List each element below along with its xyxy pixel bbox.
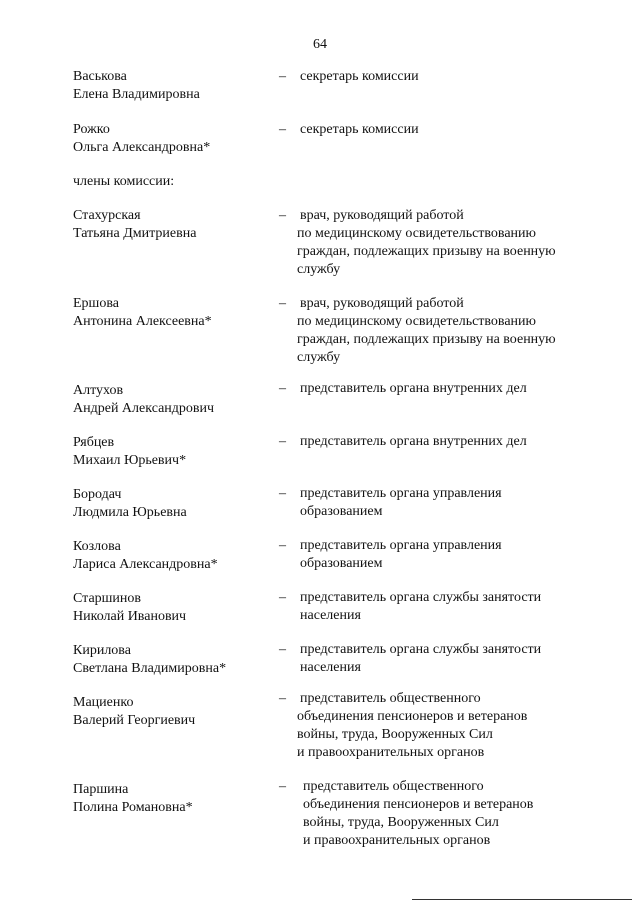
member-given-names: Светлана Владимировна* (73, 661, 227, 676)
member-role-line: населения (300, 660, 361, 675)
member-role-line: представитель общественного (303, 779, 484, 794)
member-role: представитель органа внутренних дел (300, 434, 527, 449)
members-heading: члены комиссии: (73, 174, 175, 189)
separator-dash: – (279, 779, 286, 794)
member-surname: Паршина (73, 782, 129, 797)
member-surname: Ершова (73, 296, 119, 311)
member-role-line: по медицинскому освидетельствованию (297, 314, 537, 329)
page-number: 64 (313, 37, 327, 52)
footer-rule (412, 899, 632, 900)
member-role-line: населения (300, 608, 361, 623)
member-role-line: образованием (300, 504, 383, 519)
member-role-line: представитель органа управления (300, 486, 502, 501)
member-role-line: врач, руководящий работой (300, 208, 464, 223)
member-role-line: граждан, подлежащих призыву на военную (297, 244, 556, 259)
member-surname: Мациенко (73, 695, 134, 710)
member-given-names: Михаил Юрьевич* (73, 453, 187, 468)
member-surname: Козлова (73, 539, 121, 554)
separator-dash: – (279, 69, 286, 84)
separator-dash: – (279, 642, 286, 657)
separator-dash: – (279, 538, 286, 553)
member-role-line: войны, труда, Вооруженных Сил (297, 727, 493, 742)
member-role-line: врач, руководящий работой (300, 296, 464, 311)
member-role-line: представитель органа службы занятости (300, 642, 542, 657)
member-role-line: войны, труда, Вооруженных Сил (303, 815, 499, 830)
member-role-line: образованием (300, 556, 383, 571)
member-role-line: объединения пенсионеров и ветеранов (303, 797, 534, 812)
separator-dash: – (279, 296, 286, 311)
separator-dash: – (279, 122, 286, 137)
member-role-line: по медицинскому освидетельствованию (297, 226, 537, 241)
member-given-names: Татьяна Дмитриевна (73, 226, 197, 241)
member-given-names: Людмила Юрьевна (73, 505, 187, 520)
separator-dash: – (279, 691, 286, 706)
member-given-names: Николай Иванович (73, 609, 187, 624)
member-role: секретарь комиссии (300, 122, 419, 137)
member-surname: Рожко (73, 122, 110, 137)
member-role: представитель органа внутренних дел (300, 381, 527, 396)
member-surname: Васькова (73, 69, 127, 84)
member-role-line: объединения пенсионеров и ветеранов (297, 709, 528, 724)
member-role-line: представитель органа службы занятости (300, 590, 542, 605)
member-role-line: представитель органа управления (300, 538, 502, 553)
member-role-line: и правоохранительных органов (297, 745, 485, 760)
separator-dash: – (279, 434, 286, 449)
member-surname: Старшинов (73, 591, 142, 606)
separator-dash: – (279, 590, 286, 605)
member-surname: Кирилова (73, 643, 131, 658)
separator-dash: – (279, 486, 286, 501)
member-given-names: Ольга Александровна* (73, 140, 211, 155)
member-given-names: Елена Владимировна (73, 87, 200, 102)
member-role-line: граждан, подлежащих призыву на военную (297, 332, 556, 347)
separator-dash: – (279, 208, 286, 223)
member-role-line: и правоохранительных органов (303, 833, 491, 848)
member-surname: Рябцев (73, 435, 115, 450)
member-role: секретарь комиссии (300, 69, 419, 84)
separator-dash: – (279, 381, 286, 396)
member-surname: Бородач (73, 487, 122, 502)
member-given-names: Лариса Александровна* (73, 557, 218, 572)
member-role-line: представитель общественного (300, 691, 481, 706)
member-given-names: Антонина Алексеевна* (73, 314, 212, 329)
member-role-line: службу (297, 262, 341, 277)
member-given-names: Андрей Александрович (73, 401, 215, 416)
member-given-names: Полина Романовна* (73, 800, 193, 815)
member-surname: Алтухов (73, 383, 124, 398)
member-surname: Стахурская (73, 208, 141, 223)
member-given-names: Валерий Георгиевич (73, 713, 196, 728)
member-role-line: службу (297, 350, 341, 365)
